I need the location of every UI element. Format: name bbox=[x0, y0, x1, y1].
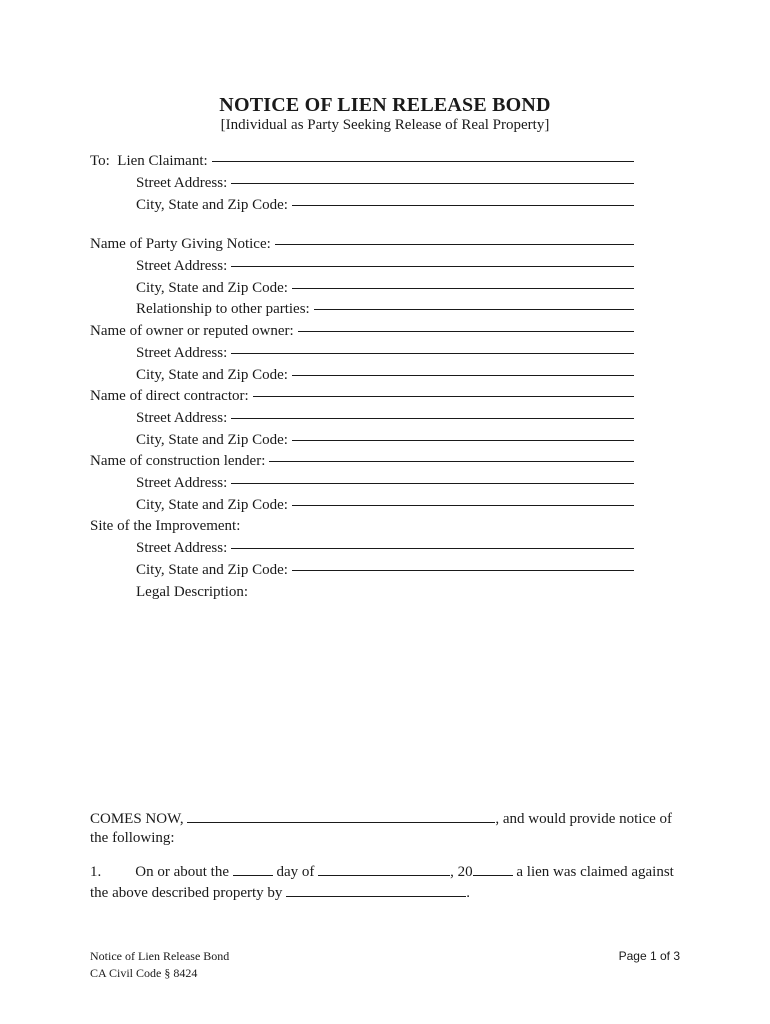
party-city-row bbox=[136, 278, 634, 298]
lender-street-row bbox=[136, 473, 634, 493]
party-relationship-row bbox=[136, 299, 634, 319]
comes-now-suffix: , and would provide notice of the following: bbox=[90, 811, 673, 846]
party-street-field[interactable] bbox=[231, 266, 634, 267]
direct-contractor-field[interactable] bbox=[253, 396, 634, 397]
lien-claimant-street-field[interactable] bbox=[231, 183, 634, 184]
lender-city-field[interactable] bbox=[292, 505, 634, 506]
party-giving-notice-row bbox=[90, 234, 634, 254]
contractor-street-row bbox=[136, 408, 634, 428]
party-giving-notice-label: Name of Party Giving Notice: bbox=[90, 236, 271, 252]
footer-page-number: Page 1 of 3 bbox=[618, 949, 680, 963]
street-address-label: Street Address: bbox=[136, 410, 228, 426]
city-state-zip-label: City, State and Zip Code: bbox=[136, 432, 288, 448]
site-street-row bbox=[136, 538, 634, 558]
street-address-label: Street Address: bbox=[136, 475, 228, 491]
contractor-street-field[interactable] bbox=[231, 418, 634, 419]
owner-street-field[interactable] bbox=[231, 353, 634, 354]
city-state-zip-label: City, State and Zip Code: bbox=[136, 367, 288, 383]
document-subtitle: [Individual as Party Seeking Release of Real Property] bbox=[220, 117, 550, 133]
contractor-city-field[interactable] bbox=[292, 440, 634, 441]
comes-now-name-field[interactable] bbox=[187, 808, 495, 823]
construction-lender-row bbox=[90, 451, 634, 471]
city-state-zip-label: City, State and Zip Code: bbox=[136, 562, 288, 578]
street-address-label: Street Address: bbox=[136, 175, 228, 191]
month-field[interactable] bbox=[318, 861, 450, 876]
street-address-label: Street Address: bbox=[136, 258, 228, 274]
footer-left bbox=[90, 948, 229, 982]
owner-street-row bbox=[136, 343, 634, 363]
street-address-label: Street Address: bbox=[136, 345, 228, 361]
item-1-text-e: . bbox=[466, 885, 470, 901]
item-1-text-c: , 20 bbox=[450, 864, 473, 880]
construction-lender-field[interactable] bbox=[269, 461, 634, 462]
construction-lender-label: Name of construction lender: bbox=[90, 453, 266, 469]
party-relationship-field[interactable] bbox=[314, 309, 634, 310]
contractor-city-row bbox=[136, 430, 634, 450]
city-state-zip-label: City, State and Zip Code: bbox=[136, 280, 288, 296]
item-1-number: 1. bbox=[90, 864, 102, 880]
lien-claimant-street-row bbox=[136, 173, 634, 193]
item-1-text-d: a lien was claimed against the above described property by bbox=[90, 864, 674, 901]
city-state-zip-label: City, State and Zip Code: bbox=[136, 497, 288, 513]
lien-claimant-city-row bbox=[136, 195, 634, 215]
party-city-field[interactable] bbox=[292, 288, 634, 289]
site-city-row bbox=[136, 560, 634, 580]
year-field[interactable] bbox=[473, 861, 513, 876]
street-address-label: Street Address: bbox=[136, 540, 228, 556]
claimant-by-field[interactable] bbox=[286, 882, 466, 897]
site-label: Site of the Improvement: bbox=[90, 518, 241, 534]
lien-claimant-row bbox=[90, 151, 634, 171]
document-title: NOTICE OF LIEN RELEASE BOND bbox=[219, 94, 551, 116]
footer-doc-name: Notice of Lien Release Bond bbox=[90, 949, 230, 963]
comes-now-paragraph bbox=[90, 808, 682, 848]
item-1-text-a: On or about the bbox=[135, 864, 229, 880]
lien-claimant-label: To: Lien Claimant: bbox=[90, 153, 208, 169]
owner-city-field[interactable] bbox=[292, 375, 634, 376]
lien-claimant-city-field[interactable] bbox=[292, 205, 634, 206]
lender-street-field[interactable] bbox=[231, 483, 634, 484]
site-city-field[interactable] bbox=[292, 570, 634, 571]
owner-city-row bbox=[136, 365, 634, 385]
lien-claimant-field[interactable] bbox=[212, 161, 634, 162]
site-street-field[interactable] bbox=[231, 548, 634, 549]
party-giving-notice-field[interactable] bbox=[275, 244, 634, 245]
item-1-paragraph bbox=[90, 861, 682, 903]
footer-code: CA Civil Code § 8424 bbox=[90, 966, 198, 980]
city-state-zip-label: City, State and Zip Code: bbox=[136, 197, 288, 213]
comes-now-prefix: COMES NOW, bbox=[90, 811, 184, 827]
day-field[interactable] bbox=[233, 861, 273, 876]
owner-label: Name of owner or reputed owner: bbox=[90, 323, 294, 339]
relationship-label: Relationship to other parties: bbox=[136, 301, 310, 317]
owner-field[interactable] bbox=[298, 331, 634, 332]
lender-city-row bbox=[136, 495, 634, 515]
legal-description-label: Legal Description: bbox=[136, 584, 249, 600]
party-street-row bbox=[136, 256, 634, 276]
item-1-text-b: day of bbox=[276, 864, 315, 880]
owner-row bbox=[90, 321, 634, 341]
direct-contractor-row bbox=[90, 386, 634, 406]
direct-contractor-label: Name of direct contractor: bbox=[90, 388, 249, 404]
